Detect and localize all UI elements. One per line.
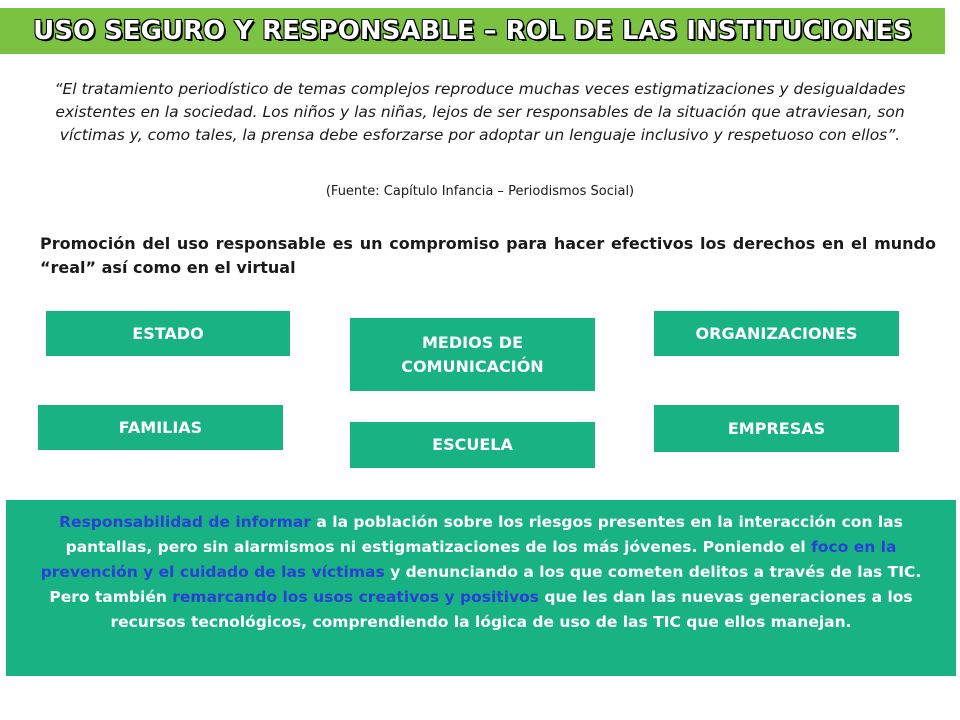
box-medios-label: MEDIOS DE COMUNICACIÓN xyxy=(401,332,544,376)
quote-text: “El tratamiento periodístico de temas complejos reproduce muchas veces estigmatizaciones y desigualdades existentes en la sociedad. Los niños y las niñas, lejos de ser responsables de la situación que atraviesan, son víctimas y, como tales, la prensa debe esforzarse por adoptar un lenguaje inclusivo y respetuoso con ellos”. xyxy=(54,80,906,144)
box-medios xyxy=(350,318,595,391)
box-estado-label: ESTADO xyxy=(132,323,204,343)
page-title: USO SEGURO Y RESPONSABLE – ROL DE LAS INSTITUCIONES xyxy=(33,16,912,46)
box-estado xyxy=(46,311,290,356)
responsibility-text-3: que les dan las nuevas generaciones a los recursos tecnológicos, comprendiendo la lógica de uso de las TIC que ellos manejan. xyxy=(110,588,913,631)
box-empresas xyxy=(654,405,899,452)
box-familias xyxy=(38,405,283,450)
box-escuela xyxy=(350,422,595,468)
box-empresas-label: EMPRESAS xyxy=(727,418,826,438)
title-bar xyxy=(0,8,945,54)
responsibility-box xyxy=(6,500,956,676)
quote-source: (Fuente: Capítulo Infancia – Periodismos Social) xyxy=(325,184,635,199)
box-familias-label: FAMILIAS xyxy=(118,417,203,437)
box-organizaciones-label: ORGANIZACIONES xyxy=(695,323,858,343)
promotion-statement: Promoción del uso responsable es un compromiso para hacer efectivos los derechos en el mundo “real” así como en el virtual xyxy=(40,234,936,277)
highlight-prevencion: foco en la prevención y el cuidado de las víctimas xyxy=(40,538,897,581)
responsibility-text-1: a la población sobre los riesgos presentes en la interacción con las pantallas, pero sin alarmismos ni estigmatizaciones de los más jóvenes. Poniendo el xyxy=(65,513,903,556)
box-organizaciones xyxy=(654,311,899,356)
responsibility-text-2: y denunciando a los que cometen delitos a través de las TIC. Pero también xyxy=(49,563,922,606)
highlight-usos-creativos: remarcando los usos creativos y positivos xyxy=(172,588,539,606)
highlight-informar: Responsabilidad de informar xyxy=(59,513,311,531)
box-escuela-label: ESCUELA xyxy=(432,435,513,454)
